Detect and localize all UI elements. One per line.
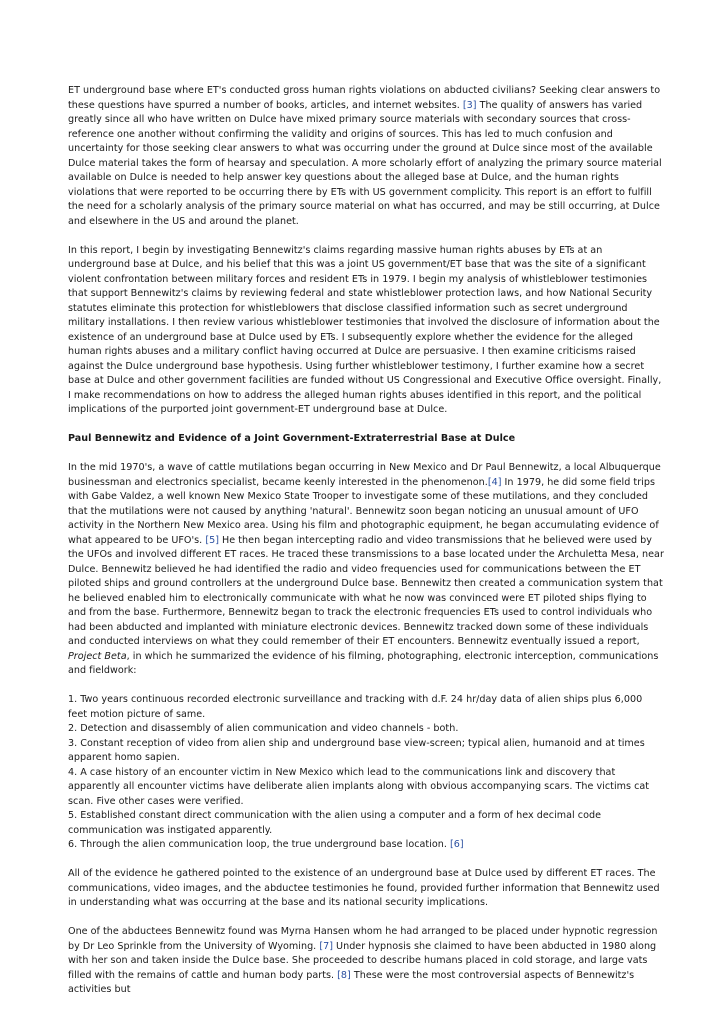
paragraph-intro — [68, 84, 664, 229]
paragraph-evidence-summary: All of the evidence he gathered pointed to the existence of an underground base at Dulce used by different ET races. The communications, video images, and the abductee testimonies he found, provided further information that Bennewitz used in understanding what was occurring at the base and its national security implications. — [68, 868, 660, 908]
paragraph-report-outline: In this report, I begin by investigating Bennewitz's claims regarding massive human rights abuses by ETs at an underground base at Dulce, and his belief that this was a joint US government/ET base that was the site of a significant violent confrontation between military forces and resident ETs in 1979. I begin my analysis of whistleblower testimonies that support Bennewitz's claims by reviewing federal and state whistleblower protection laws, and how National Security statutes eliminate this protection for whistleblowers that disclose classified information such as secret underground military installations. I then review various whistleblower testimonies that involved the disclosure of information about the existence of an underground base at Dulce used by ETs. I subsequently explore whether the evidence for the alleged human rights abuses and a military conflict having occurred at Dulce are persuasive. I then examine criticisms raised against the Dulce underground base hypothesis. Using further whistleblower testimony, I further examine how a secret base at Dulce and other government facilities are funded without US Congressional and Executive Office oversight. Finally, I make recommendations on how to address the alleged human rights abuses identified in this report, and the political implications of the purported joint government-ET underground base at Dulce. — [68, 244, 662, 415]
paragraph-text: , in which he summarized the evidence of his filming, photographing, electronic interception, communications and fieldwork: — [68, 650, 659, 676]
list-item-text: 6. Through the alien communication loop, the true underground base location. — [68, 839, 450, 850]
report-title: Project Beta — [68, 650, 127, 662]
section-heading: Paul Bennewitz and Evidence of a Joint Government-Extraterrestrial Base at Dulce — [68, 433, 516, 444]
list-item: 5. Established constant direct communication with the alien using a computer and a form of hex decimal code communication was instigated apparently. — [68, 810, 601, 836]
footnote-link[interactable]: [8] — [337, 969, 351, 981]
footnote-link[interactable]: [5] — [205, 534, 219, 546]
list-item: 1. Two years continuous recorded electronic surveillance and tracking with d.F. 24 hr/day data of alien ships plus 6,000 feet motion picture of same. — [68, 694, 643, 720]
footnote-link[interactable]: [7] — [319, 940, 333, 952]
paragraph-abductees — [68, 925, 664, 998]
list-item: 3. Constant reception of video from alien ship and underground base view-screen; typical alien, humanoid and at times apparent homo sapien. — [68, 737, 645, 763]
list-item: 2. Detection and disassembly of alien communication and video channels - both. — [68, 723, 459, 734]
list-item — [68, 838, 664, 853]
paragraph-bennewitz — [68, 461, 664, 679]
evidence-list — [68, 693, 664, 853]
paragraph-text: The quality of answers has varied greatly since all who have written on Dulce have mixed primary source materials with secondary sources that cross-reference one another without confirming the validity and origins of sources. This has led to much confusion and uncertainty for those seeking clear answers to what was occurring under the ground at Dulce since most of the available Dulce material takes the form of hearsay and speculation. A more scholarly effort of analyzing the primary source material available on Dulce is needed to help answer key questions about the alleged base at Dulce, and the human rights violations that were reported to be occurring there by ETs with US government complicity. This report is an effort to fulfill the need for a scholarly analysis of the primary source material on what has occurred, and may be still occurring, at Dulce and elsewhere in the US and around the planet. — [68, 99, 662, 227]
footnote-link[interactable]: [6] — [450, 839, 464, 850]
footnote-link[interactable]: [4] — [487, 476, 502, 488]
paragraph-text: In the mid 1970's, a wave of cattle mutilations began occurring in New Mexico and Dr Paul Bennewitz, a local Albuquerque businessman and electronics specialist, became keenly interested in the phenomenon. — [68, 462, 661, 488]
paragraph-text: In 1979, he did some field trips with Gabe Valdez, a well known New Mexico State Trooper to investigate some of these mutilations, and they concluded that the mutilations were not caused by anything 'natural'. Bennewitz soon began noticing an unusual amount of UFO activity in the Northern New Mexico area. Using his film and photographic equipment, he began accumulating evidence of what appeared to be UFO's. — [68, 476, 659, 546]
footnote-link[interactable]: [3] — [462, 99, 477, 111]
paragraph-text: He then began intercepting radio and video transmissions that he believed were used by the UFOs and involved different ET races. He traced these transmissions to a base located under the Archuletta Mesa, near Dulce. Bennewitz believed he had identified the radio and video frequencies used for communications between the ET piloted ships and ground controllers at the underground Dulce base. Bennewitz then created a communication system that he believed enabled him to electronically communicate with what he now was convinced were ET piloted ships flying to and from the base. Furthermore, Bennewitz began to track the electronic frequencies ETs used to control individuals who had been abducted and implanted with miniature electronic devices. Bennewitz tracked down some of these individuals and conducted interviews on what they could remember of their ET encounters. Bennewitz eventually issued a report, — [68, 534, 664, 647]
document-page — [68, 84, 664, 1012]
paragraph-text: ET underground base where ET's conducted gross human rights violations on abducted civilians? Seeking clear answers to these questions have spurred a number of books, articles, and internet websites. — [68, 85, 661, 111]
list-item: 4. A case history of an encounter victim in New Mexico which lead to the communications link and discovery that apparently all encounter victims have deliberate alien implants along with obvious accompanying scars. The victims cat scan. Five other cases were verified. — [68, 766, 650, 807]
paragraph-text: These were the most controversial aspects of Bennewitz's activities but — [68, 969, 635, 995]
paragraph-text: One of the abductees Bennewitz found was Myrna Hansen whom he had arranged to be placed under hypnotic regression by Dr Leo Sprinkle from the University of Wyoming. — [68, 926, 658, 952]
paragraph-text: Under hypnosis she claimed to have been abducted in 1980 along with her son and taken inside the Dulce base. She proceeded to describe humans placed in cold storage, and large vats filled with the remains of cattle and human body parts. — [68, 940, 657, 981]
